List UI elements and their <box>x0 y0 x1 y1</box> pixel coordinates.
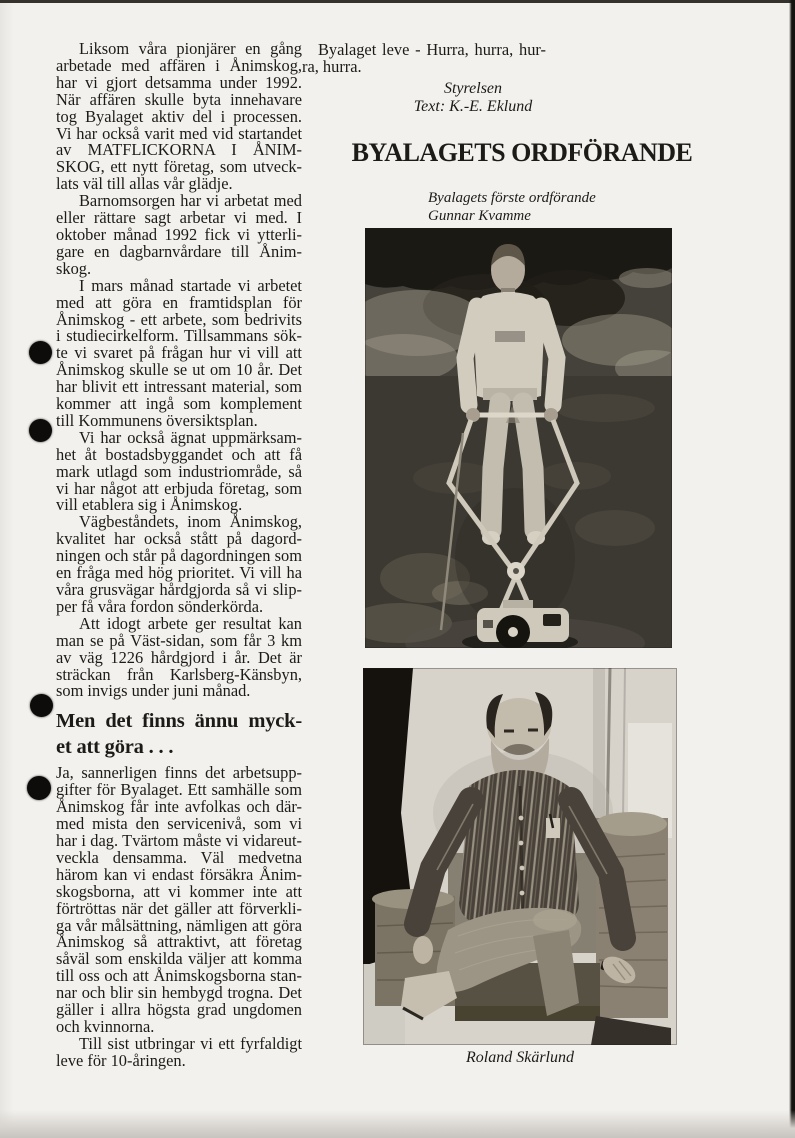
text-line: te vi svaret på frågan hur vi vill att <box>56 343 302 363</box>
signature-block <box>302 80 644 115</box>
photo-caption-gunnar-kvamme <box>428 190 596 225</box>
text-line: Vi har också varit med vid startandet <box>56 123 302 143</box>
text-line: oktober månad 1992 fick vi ytterli- <box>56 224 302 244</box>
text-line: kommer att ingå som komplement <box>56 394 302 414</box>
text-line: gifter för Byalaget. Ett samhälle som <box>56 780 302 800</box>
text-line: Barnomsorgen har vi arbetat med <box>79 191 302 211</box>
article-title: BYALAGETS ORDFÖRANDE <box>351 138 693 167</box>
text-line: tog Byalaget aktiv del i processen. <box>56 106 302 126</box>
paragraph <box>56 193 302 278</box>
text-line: et att göra . . . <box>56 736 174 759</box>
paragraph <box>56 514 302 615</box>
text-line: med mista den servicenivå, som vi <box>56 814 302 834</box>
text-line: Vägbeståndets, inom Ånimskog, <box>79 512 302 532</box>
text-line: har vi gjort detsamma under 1992. <box>56 72 302 92</box>
paragraph <box>56 427 302 515</box>
text-line: Att idogt arbete ger resultat kan <box>79 613 302 633</box>
text-line: leve för 10-åringen. <box>56 1050 186 1070</box>
text-line: våra grusvägar hårdgjorda så vi slip- <box>56 580 302 599</box>
text-line: lats väl till allas vår glädje. <box>56 174 233 194</box>
text-line: i studiecirkelform. Tillsammans sök- <box>56 326 302 346</box>
caption-line: Byalagets förste ordförande <box>428 190 596 206</box>
text-line: med att göra en framtidsplan för <box>56 292 302 312</box>
text-line: arbetade med affären i Ånimskog, <box>56 55 302 75</box>
text-line: och kvinnorna. <box>56 1016 155 1036</box>
text-line: till Kommunens översiktsplan. <box>56 410 258 430</box>
photo-roland-skarlund-armchair <box>363 668 677 1045</box>
scan-bottom-edge <box>0 1110 795 1138</box>
scan-top-edge <box>0 0 795 3</box>
paragraph <box>56 1033 302 1070</box>
text-line: har blivit ett intressant material, som <box>56 377 302 397</box>
text-line: gäller i allra högsta grad ungdomen <box>56 1000 302 1020</box>
scan-right-edge <box>789 0 795 1138</box>
paragraph <box>302 41 546 75</box>
text-line: vi har något att erbjuda företag, som <box>56 478 302 498</box>
text-line: SKOG, ett nytt företag, som utveck- <box>56 157 302 177</box>
text-line: het åt bostadsbyggandet och att få <box>56 444 302 464</box>
text-line: Men det finns ännu myck- <box>56 710 302 733</box>
text-line: ra, hurra. <box>302 57 362 76</box>
text-line: Ånimskog får inte avfolkas och där- <box>56 797 302 817</box>
text-line: förtröttas när det gäller att förverkli- <box>56 898 302 918</box>
left-text-column <box>56 41 302 1070</box>
text-line: Vi har också ägnat uppmärksam- <box>79 427 302 447</box>
paragraph <box>56 765 302 1036</box>
text-line: mark utlagd som industriområde, så <box>56 461 302 481</box>
signature-line: Text: K.-E. Eklund <box>413 97 533 115</box>
continued-paragraph <box>302 41 546 75</box>
text-line: I mars månad startade vi arbetet <box>79 275 302 295</box>
text-line: man se på Väst-sidan, som får 3 km <box>56 630 302 650</box>
text-line: Liksom våra pionjärer en gång <box>79 39 302 58</box>
text-line: av MATFLICKORNA I ÅNIM- <box>56 140 302 160</box>
text-line: När affären skulle byta innehavare <box>56 89 302 109</box>
text-line: sträckan från Karlsberg-Känsbyn, <box>56 664 302 684</box>
text-line: som invigs under juni månad. <box>56 681 251 701</box>
punch-hole <box>27 776 51 800</box>
signature-line: Styrelsen <box>443 80 503 97</box>
text-line: ga vår målsättning, nämligen att göra <box>56 915 302 935</box>
scan-left-shading <box>0 0 14 1138</box>
text-line: nar och blir sin hembygd trogna. Det <box>56 983 302 1003</box>
text-line: Ånimskog så attraktivt, att företag <box>56 932 302 952</box>
text-line: härom kan vi endast försäkra Ånim- <box>56 864 302 884</box>
text-line: per få våra fordon sönderkörda. <box>56 596 264 616</box>
punch-hole <box>29 341 52 364</box>
paragraph <box>56 275 302 430</box>
caption-line: Gunnar Kvamme <box>428 207 531 224</box>
text-line: till oss och att Ånimskogsborna stan- <box>56 966 302 986</box>
text-line: Ånimskog skulle se ut om 10 år. Det <box>56 360 302 380</box>
text-line: vill etablera sig i Ånimskog. <box>56 495 243 515</box>
text-line: har i dag. Tvärtom måste vi vidareut- <box>56 830 302 850</box>
text-line: av väg 1226 hårdgjord i år. Det är <box>56 647 302 667</box>
punch-hole <box>29 419 52 442</box>
text-line: Ja, sannerligen finns det arbetsupp- <box>56 763 302 783</box>
photo-caption-roland-skarlund: Roland Skärlund <box>466 1049 574 1066</box>
text-line: eller rättare sagt arbetar vi med. I <box>56 208 302 228</box>
text-line: kvalitet har också stått på dagord- <box>56 529 302 549</box>
text-line: såväl som enskilda väljer att komma <box>56 949 302 969</box>
text-line: Till sist utbringar vi ett fyrfaldigt <box>79 1033 302 1053</box>
photo-gunnar-kvamme-mowing <box>365 228 672 648</box>
text-line: skogsborna, att vi kommer inte att <box>56 881 302 901</box>
text-line: skog. <box>56 258 92 278</box>
section-subheading <box>56 708 302 760</box>
paragraph <box>56 613 302 701</box>
text-line: Ånimskog - ett arbete, som bedrivits <box>56 309 302 329</box>
text-line: gare en dagbarnvårdare till Ånim- <box>56 241 302 261</box>
punch-hole <box>30 694 53 717</box>
text-line: en fråga med hög prioritet. Vi vill ha <box>56 563 302 583</box>
text-line: ningen och står på dagordningen som <box>56 546 302 566</box>
text-line: veckla densamma. Väl medvetna <box>56 847 302 867</box>
text-line: Byalaget leve - Hurra, hurra, hur- <box>318 40 546 59</box>
paragraph <box>56 41 302 193</box>
